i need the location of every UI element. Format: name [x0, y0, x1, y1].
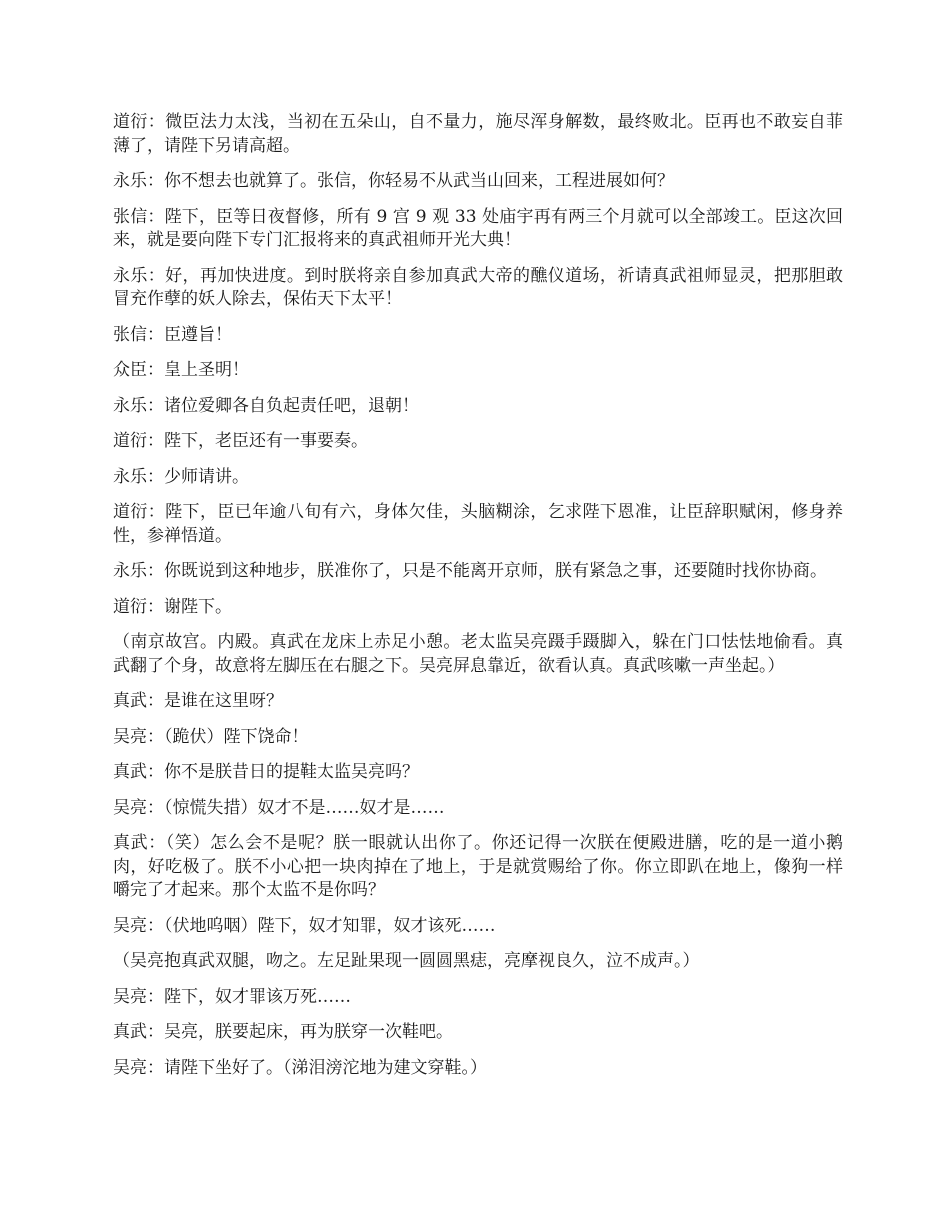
paragraph: 张信：陛下，臣等日夜督修，所有 9 宫 9 观 33 处庙宇再有两三个月就可以全部竣工。臣这次回来，就是要向陛下专门汇报将来的真武祖师开光大典！	[113, 206, 843, 250]
paragraph: 永乐：少师请讲。	[113, 466, 249, 487]
paragraph: 张信：臣遵旨！	[113, 324, 232, 345]
paragraph: 道衍：陛下，臣已年逾八旬有六，身体欠佳，头脑糊涂，乞求陛下恩准，让臣辞职赋闲，修身养性，参禅悟道。	[113, 502, 843, 546]
paragraph: 真武：是谁在这里呀？	[113, 691, 283, 711]
paragraph: 道衍：谢陛下。	[113, 596, 232, 617]
paragraph: 道衍：陛下，老臣还有一事要奏。	[113, 431, 368, 451]
paragraph: 众臣：皇上圣明！	[113, 360, 249, 380]
stage-direction: （吴亮抱真武双腿，吻之。左足趾果现一圆圆黑痣，亮摩视良久，泣不成声。）	[113, 951, 700, 971]
paragraph: 真武：吴亮，朕要起床，再为朕穿一次鞋吧。	[113, 1022, 453, 1042]
paragraph: 永乐：你不想去也就算了。张信，你轻易不从武当山回来，工程进展如何？	[113, 171, 674, 191]
paragraph: 永乐：好，再加快进度。到时朕将亲自参加真武大帝的醮仪道场，祈请真武祖师显灵，把那胆敢冒充作孽的妖人除去，保佑天下太平！	[113, 265, 843, 309]
paragraph: 真武：（笑）怎么会不是呢？朕一眼就认出你了。你还记得一次朕在便殿进膳，吃的是一道小鹅肉，好吃极了。朕不小心把一块肉掉在了地上，于是就赏赐给了你。你立即趴在地上，像狗一样嚼完了才起来。那个太监不是你吗？	[113, 833, 843, 900]
paragraph: 真武：你不是朕昔日的提鞋太监吴亮吗？	[113, 762, 419, 782]
paragraph: 吴亮：（惊慌失措）奴才不是……奴才是……	[113, 797, 445, 818]
paragraph: 吴亮：（跪伏）陛下饶命！	[113, 726, 309, 747]
stage-direction: （南京故宫。内殿。真武在龙床上赤足小憩。老太监吴亮蹑手蹑脚入，躲在门口怯怯地偷看。真武翻了个身，故意将左脚压在右腿之下。吴亮屏息靠近，欲看认真。真武咳嗽一声坐起。）	[113, 632, 843, 676]
paragraph: 吴亮：陛下，奴才罪该万死……	[113, 986, 351, 1007]
document-body	[113, 111, 843, 1092]
paragraph: 永乐：你既说到这种地步，朕准你了，只是不能离开京师，朕有紧急之事，还要随时找你协商。	[113, 561, 827, 581]
paragraph: 吴亮：请陛下坐好了。（涕泪滂沱地为建文穿鞋。）	[113, 1057, 487, 1078]
paragraph: 吴亮：（伏地呜咽）陛下，奴才知罪，奴才该死……	[113, 915, 496, 936]
paragraph: 道衍：微臣法力太浅，当初在五朵山，自不量力，施尽浑身解数，最终败北。臣再也不敢妄自菲薄了，请陛下另请高超。	[113, 112, 843, 156]
paragraph: 永乐：诸位爱卿各自负起责任吧，退朝！	[113, 395, 419, 416]
